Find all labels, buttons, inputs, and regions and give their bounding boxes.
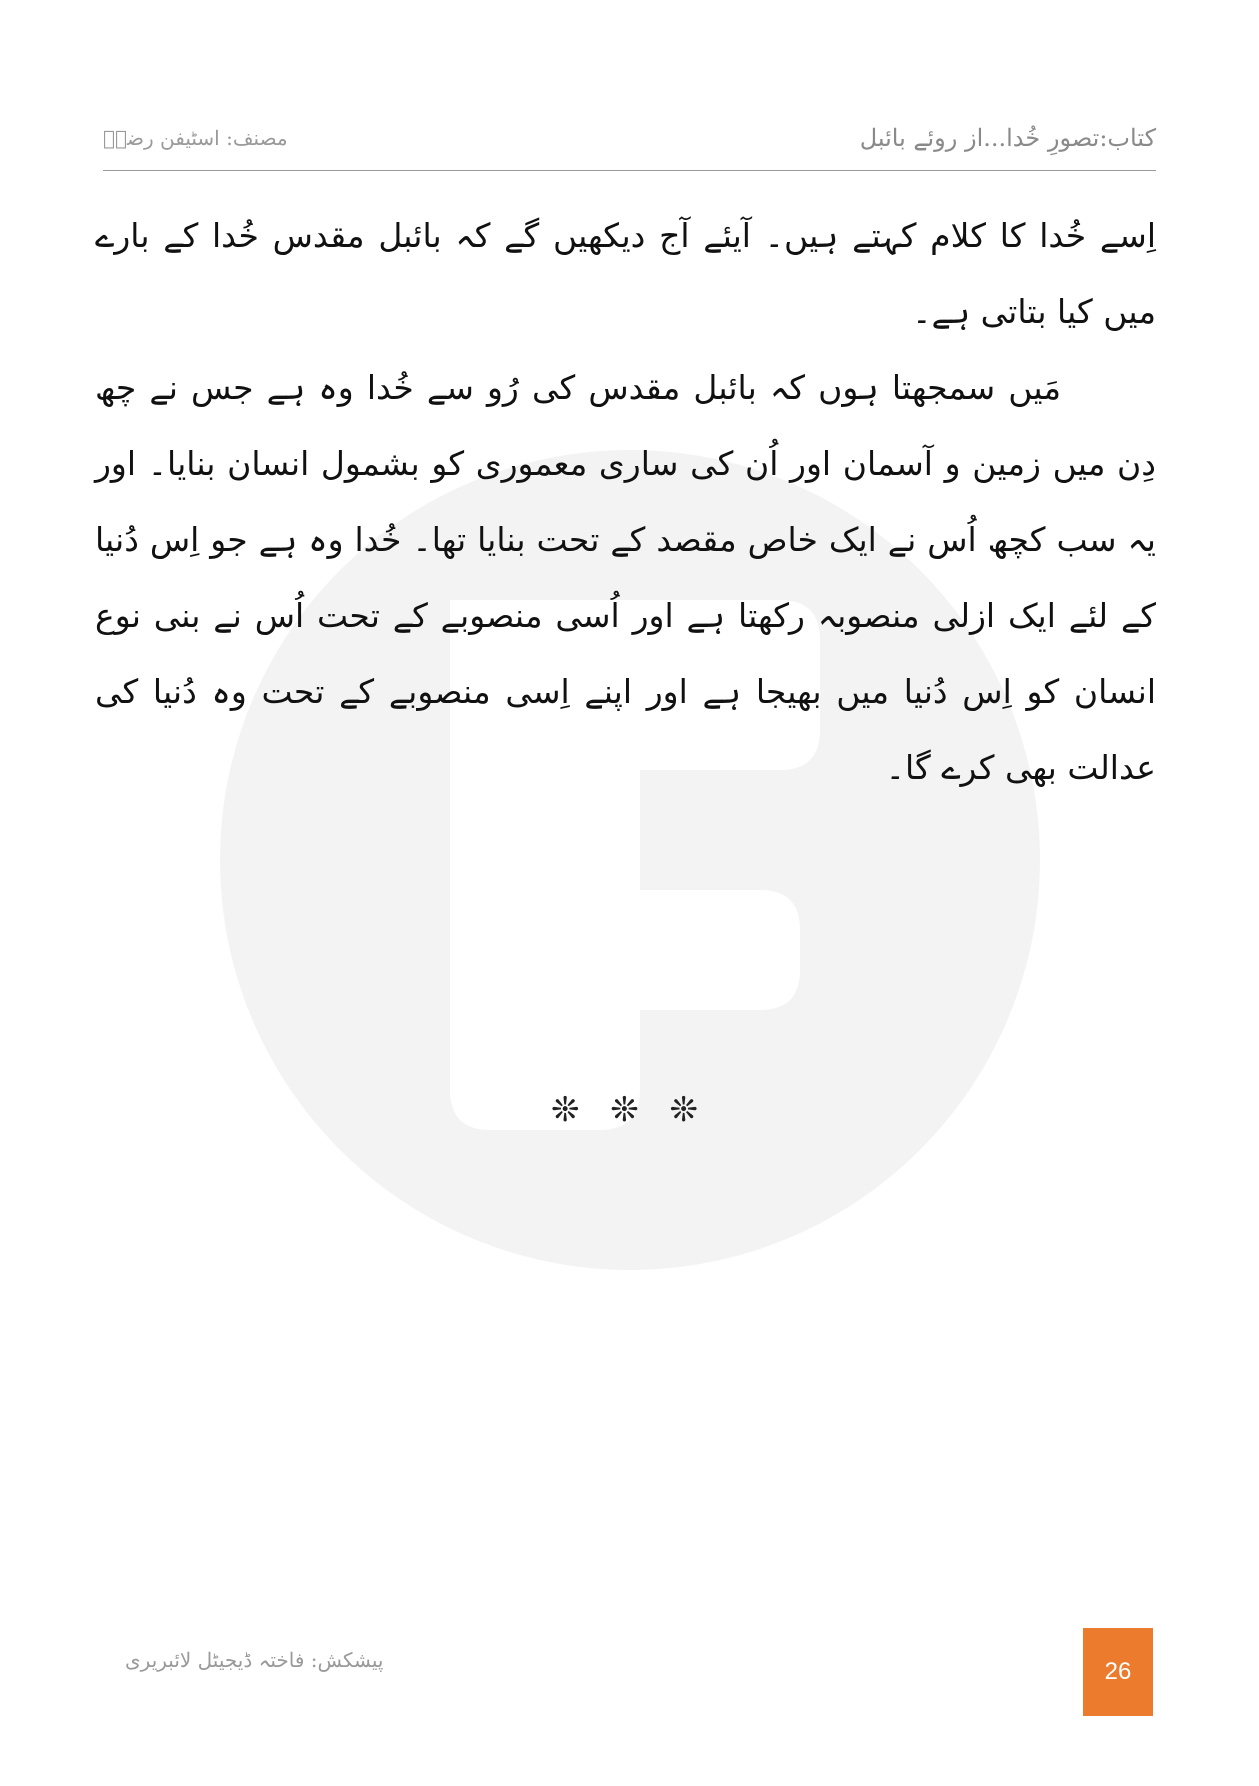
section-separator: ❊ ❊ ❊	[550, 1090, 709, 1130]
page-number-badge: 26	[1083, 1628, 1153, 1716]
paragraph-1: اِسے خُدا کا کلام کہتے ہیں۔ آیئے آج دیکھیں گے کہ بائبل مقدس خُدا کے بارے میں کیا بتاتی ہے۔	[95, 216, 1156, 331]
footer-presented-by: پیشکش: فاختہ ڈیجیٹل لائبریری	[125, 1648, 384, 1672]
page-header	[103, 118, 1156, 171]
book-title: کتاب:تصورِ خُدا...از روئے بائبل	[859, 124, 1156, 152]
paragraph-2: مَیں سمجھتا ہوں کہ بائبل مقدس کی رُو سے خُدا وہ ہے جس نے چھ دِن میں زمین و آسمان اور اُن کی ساری معموری کو بشمول انسان بنایا۔ اور یہ سب کچھ اُس نے ایک خاص مقصد کے تحت بنایا تھا۔ خُدا وہ ہے جو اِس دُنیا کے لئے ایک ازلی منصوبہ رکھتا ہے اور اُسی منصوبے کے تحت اُس نے بنی نوع انسان کو اِس دُنیا میں بھیجا ہے اور اپنے اِسی منصوبے کے تحت وہ دُنیا کی عدالت بھی کرے گا۔	[95, 368, 1156, 787]
author-name: مصنف: اسٹیفن رضاؔ	[103, 126, 288, 150]
body-text	[95, 198, 1156, 806]
